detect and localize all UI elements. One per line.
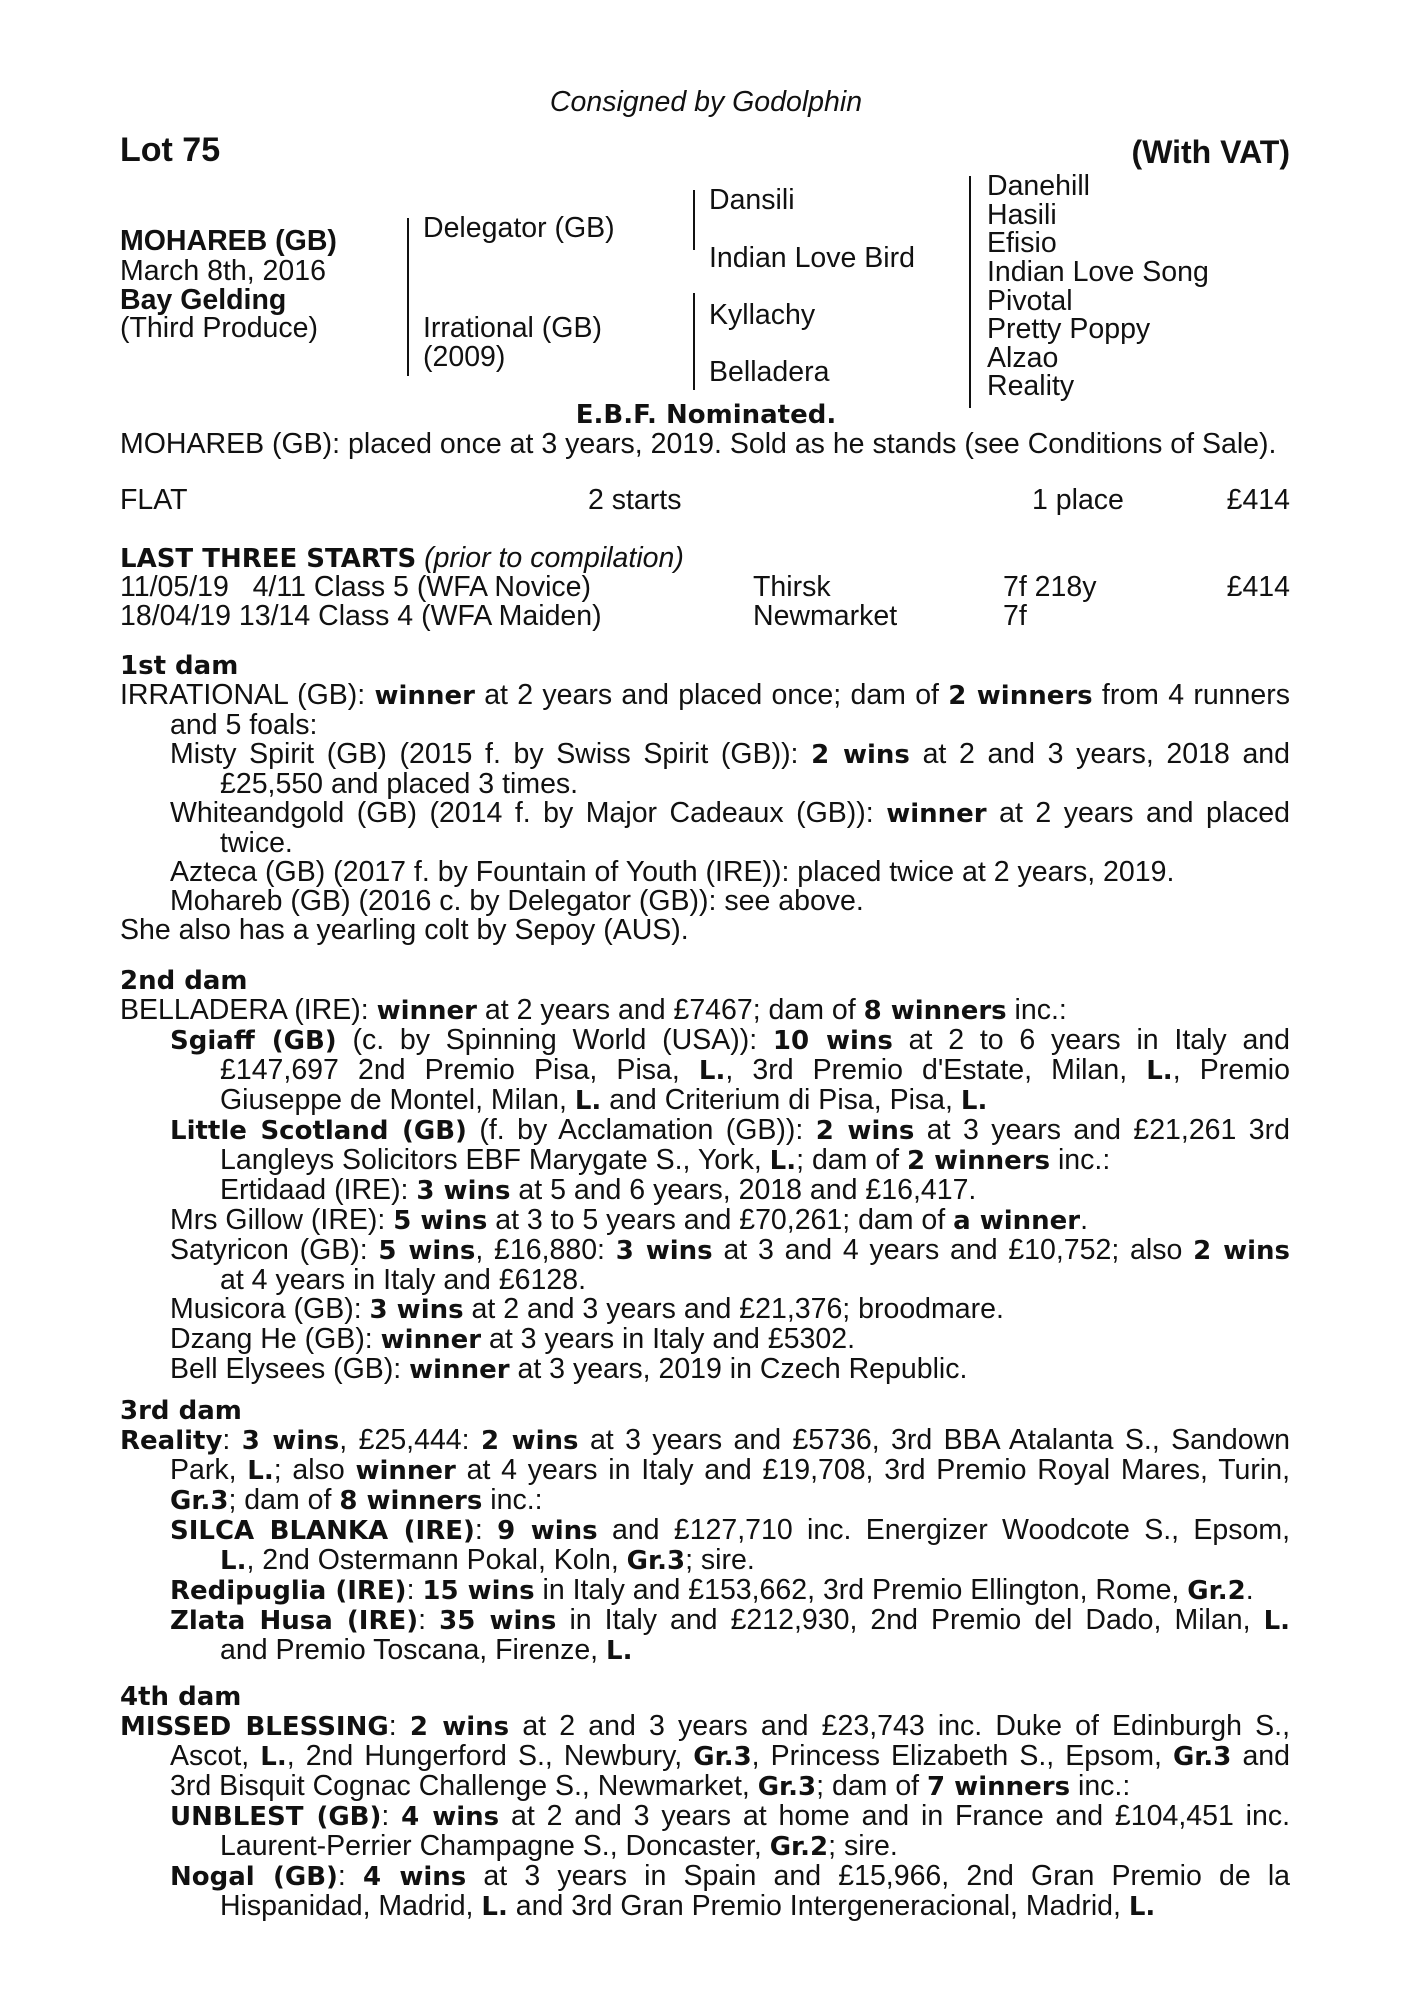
ebf-nominated: E.B.F. Nominated. xyxy=(575,400,837,430)
pedigree-gen3: Kyllachy xyxy=(709,299,816,331)
dam4-text: MISSED BLESSING: 2 wins at 2 and 3 years and £23,743 inc. Duke of Edinburgh S., Ascot, L., 2nd Hungerford S., Newbury, Gr.3, Princess Elizabeth S., Epsom, Gr.3 and 3rd Bisquit Cognac Challenge S., Newmarket, Gr.3; dam of 7 winners inc.: UNBLEST (GB): 4 wins at 2 and 3 years at home and in France and £104,451 inc. Laurent-Perrier Champagne S., Doncaster, Gr.2; sire. Nogal (GB): 4 wins at 3 years in Spain and £15,966, 2nd Gran Premio de la Hispanidad, Madrid, L. and 3rd Gran Premio Intergeneracional, Madrid, L. xyxy=(120,1710,1291,1922)
pedigree-gen4: Hasili xyxy=(987,199,1057,231)
pedigree-divider xyxy=(693,190,695,250)
start-course: Newmarket xyxy=(753,600,898,632)
last-starts-title: LAST THREE STARTS xyxy=(120,544,417,574)
pedigree-dam-year: (2009) xyxy=(423,341,506,373)
horse-produce: (Third Produce) xyxy=(120,312,318,344)
pedigree-gen4: Indian Love Song xyxy=(987,256,1209,288)
start-course: Thirsk xyxy=(753,571,831,603)
start-position: 13/14 xyxy=(238,600,311,632)
horse-dob: March 8th, 2016 xyxy=(120,255,326,287)
start-date: 18/04/19 xyxy=(120,600,231,632)
lot-number: Lot 75 xyxy=(120,131,221,169)
pedigree-dam: Irrational (GB) xyxy=(423,312,602,344)
record-places: 1 place xyxy=(1032,484,1124,516)
pedigree-gen3: Dansili xyxy=(709,184,795,216)
start-prize: £414 xyxy=(1226,571,1290,603)
horse-name: MOHAREB (GB) xyxy=(120,225,337,257)
pedigree-gen4: Alzao xyxy=(987,342,1059,374)
dam2-text: BELLADERA (IRE): winner at 2 years and £7467; dam of 8 winners inc.: Sgiaff (GB) (c. by Spinning World (USA)): 10 wins at 2 to 6 years in Italy and £147,697 2nd Premio Pisa, Pisa, L., 3rd Premio d'Estate, Milan, L., Premio Giuseppe de Montel, Milan, L. and Criterium di Pisa, Pisa, L. Little Scotland (GB) (f. by Acclamation (GB)): 2 wins at 3 years and £21,261 3rd Langleys Solicitors EBF Marygate S., York, L.; dam of 2 winners inc.: Ertidaad (IRE): 3 wins at 5 and 6 years, 2018 and £16,417. Mrs Gillow (IRE): 5 wins at 3 to 5 years and £70,261; dam of a winner. Satyricon (GB): 5 wins, £16,880: 3 wins at 3 and 4 years and £10,752; also 2 wins at 4 years in Italy and £6128. Musicora (GB): 3 wins at 2 and 3 years and £21,376; broodmare. Dzang He (GB): winner at 3 years in Italy and £5302. Bell Elysees (GB): winner at 3 years, 2019 in Czech Republic. xyxy=(120,994,1291,1385)
heading-3rd-dam: 3rd dam xyxy=(120,1396,242,1426)
start-distance: 7f 218y xyxy=(1003,571,1097,603)
heading-4th-dam: 4th dam xyxy=(120,1682,242,1712)
pedigree-divider xyxy=(407,218,409,376)
dam1-text: IRRATIONAL (GB): winner at 2 years and placed once; dam of 2 winners from 4 runners and 5 foals: Misty Spirit (GB) (2015 f. by Swiss Spirit (GB)): 2 wins at 2 and 3 years, 2018 and £25,550 and placed 3 times. Whiteandgold (GB) (2014 f. by Major Cadeaux (GB)): winner at 2 years and placed twice. Azteca (GB) (2017 f. by Fountain of Youth (IRE)): placed twice at 2 years, 2019. Mohareb (GB) (2016 c. by Delegator (GB)): see above. She also has a yearling colt by Sepoy (AUS). xyxy=(120,679,1291,946)
pedigree-gen4: Efisio xyxy=(987,227,1057,259)
pedigree-divider xyxy=(969,176,971,408)
last-starts-note: (prior to compilation) xyxy=(424,542,684,574)
pedigree-gen3: Belladera xyxy=(709,356,830,388)
record-earnings: £414 xyxy=(1226,484,1290,516)
start-position: 4/11 xyxy=(252,571,306,603)
heading-1st-dam: 1st dam xyxy=(120,651,239,681)
race-summary: MOHAREB (GB): placed once at 3 years, 2019. Sold as he stands (see Conditions of Sale). xyxy=(120,428,1277,460)
pedigree-gen4: Pivotal xyxy=(987,285,1073,317)
pedigree-gen4: Danehill xyxy=(987,170,1090,202)
vat-note: (With VAT) xyxy=(1131,134,1290,170)
record-type: FLAT xyxy=(120,484,188,516)
heading-2nd-dam: 2nd dam xyxy=(120,966,248,996)
pedigree-divider xyxy=(693,293,695,390)
start-distance: 7f xyxy=(1003,600,1027,632)
pedigree-gen4: Pretty Poppy xyxy=(987,313,1151,345)
horse-type: Bay Gelding xyxy=(120,284,287,316)
start-date: 11/05/19 xyxy=(120,571,229,603)
pedigree-gen4: Reality xyxy=(987,370,1075,402)
pedigree-sire: Delegator (GB) xyxy=(423,212,615,244)
pedigree-gen3: Indian Love Bird xyxy=(709,242,915,274)
start-race: Class 4 (WFA Maiden) xyxy=(318,600,602,632)
dam3-text: Reality: 3 wins, £25,444: 2 wins at 3 years and £5736, 3rd BBA Atalanta S., Sandown Park, L.; also winner at 4 years in Italy and £19,708, 3rd Premio Royal Mares, Turin, Gr.3; dam of 8 winners inc.: SILCA BLANKA (IRE): 9 wins and £127,710 inc. Energizer Woodcote S., Epsom, L., 2nd Ostermann Pokal, Koln, Gr.3; sire. Redipuglia (IRE): 15 wins in Italy and £153,662, 3rd Premio Ellington, Rome, Gr.2. Zlata Husa (IRE): 35 wins in Italy and £212,930, 2nd Premio del Dado, Milan, L. and Premio Toscana, Firenze, L. xyxy=(120,1424,1291,1666)
record-starts: 2 starts xyxy=(588,484,682,516)
consignor: Consigned by Godolphin xyxy=(549,86,863,118)
start-race: Class 5 (WFA Novice) xyxy=(313,571,592,603)
